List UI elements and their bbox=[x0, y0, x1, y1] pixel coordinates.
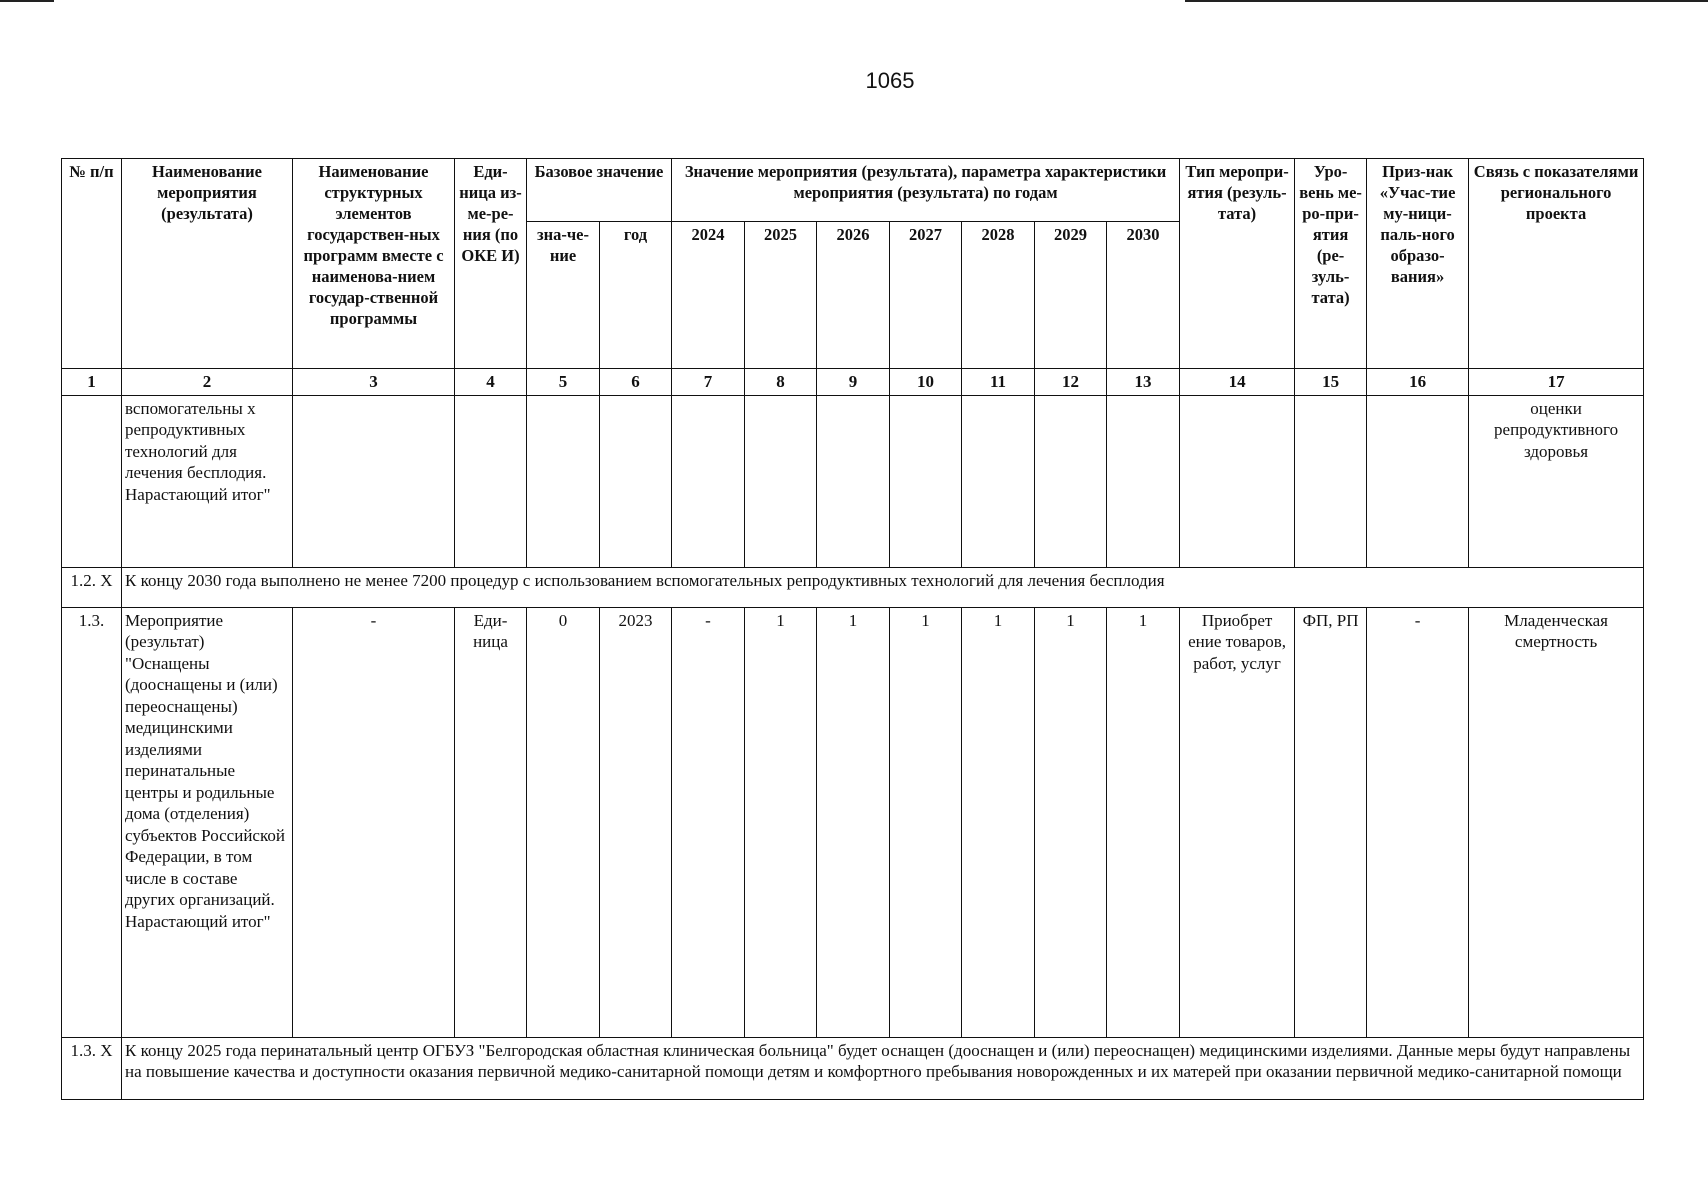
header-unit: Еди-ница из-ме-ре-ния (по ОКЕ И) bbox=[455, 159, 527, 369]
column-number: 11 bbox=[962, 369, 1035, 396]
column-number: 4 bbox=[455, 369, 527, 396]
header-year: 2030 bbox=[1107, 222, 1180, 369]
header-structural-elements: Наименование структурных элементов государствен-ных программ вместе с наименова-нием государ-ственной программы bbox=[293, 159, 455, 369]
year-value-cell: 1 bbox=[1107, 607, 1180, 1037]
table-row-1-3 bbox=[62, 607, 1644, 1037]
base-value-cell: 0 bbox=[527, 607, 600, 1037]
measure-level-cell: ФП, РП bbox=[1295, 607, 1367, 1037]
year-value-cell: 1 bbox=[1035, 607, 1107, 1037]
page-number: 1065 bbox=[865, 68, 915, 93]
column-number-row bbox=[62, 369, 1644, 396]
municipal-participation-cell: - bbox=[1367, 607, 1469, 1037]
year-value-cell: - bbox=[672, 607, 745, 1037]
column-number: 1 bbox=[62, 369, 122, 396]
unit-cell: Еди-ница bbox=[455, 607, 527, 1037]
measure-type-cell: Приобрет ение товаров, работ, услуг bbox=[1180, 607, 1295, 1037]
result-description-cell: К концу 2025 года перинатальный центр ОГБУЗ "Белгородская областная клиническая больница" будет оснащен (дооснащен и (или) переоснащен) медицинскими изделиями. Данные меры будут направлены на повышение качества и доступности оказания первичной медико-санитарной помощи детям и комфортного пребывания новорожденных и их матерей при оказании первичной медико-санитарной помощи bbox=[122, 1037, 1644, 1099]
indicator-link-cell: оценки репродуктивного здоровья bbox=[1469, 395, 1644, 567]
header-year: 2028 bbox=[962, 222, 1035, 369]
measures-table bbox=[61, 158, 1644, 1100]
header-base-value-value: зна-че-ние bbox=[527, 222, 600, 369]
header-level: Уро-вень ме-ро-при-ятия (ре-зуль-тата) bbox=[1295, 159, 1367, 369]
header-base-value-year: год bbox=[600, 222, 672, 369]
row-number-cell: 1.3. X bbox=[62, 1037, 122, 1099]
header-name: Наименование мероприятия (результата) bbox=[122, 159, 293, 369]
measure-name-cell: Мероприятие (результат) "Оснащены (дооснащены и (или) переоснащены) медицинскими изделиями перинатальные центры и родильные дома (отделения) субъектов Российской Федерации, в том числе в составе других организаций. Нарастающий итог" bbox=[122, 607, 293, 1037]
column-number: 10 bbox=[890, 369, 962, 396]
base-year-cell: 2023 bbox=[600, 607, 672, 1037]
column-number: 7 bbox=[672, 369, 745, 396]
result-description-cell: К концу 2030 года выполнено не менее 7200 процедур с использованием вспомогательных репродуктивных технологий для лечения бесплодия bbox=[122, 567, 1644, 607]
year-value-cell: 1 bbox=[962, 607, 1035, 1037]
header-year: 2029 bbox=[1035, 222, 1107, 369]
column-number: 15 bbox=[1295, 369, 1367, 396]
header-link-to-indicators: Связь с показателями регионального проекта bbox=[1469, 159, 1644, 369]
structural-element-cell: - bbox=[293, 607, 455, 1037]
header-row-1 bbox=[62, 159, 1644, 222]
column-number: 3 bbox=[293, 369, 455, 396]
row-number-cell: 1.2. X bbox=[62, 567, 122, 607]
column-number: 16 bbox=[1367, 369, 1469, 396]
year-value-cell: 1 bbox=[745, 607, 817, 1037]
header-values-by-year: Значение мероприятия (результата), параметра характеристики мероприятия (результата) по годам bbox=[672, 159, 1180, 222]
header-municipal-participation: Приз-нак «Учас-тие му-ници-паль-ного образо-вания» bbox=[1367, 159, 1469, 369]
header-year: 2024 bbox=[672, 222, 745, 369]
column-number: 12 bbox=[1035, 369, 1107, 396]
header-type: Тип меропри-ятия (резуль-тата) bbox=[1180, 159, 1295, 369]
column-number: 9 bbox=[817, 369, 890, 396]
header-year: 2027 bbox=[890, 222, 962, 369]
year-value-cell: 1 bbox=[890, 607, 962, 1037]
header-year: 2026 bbox=[817, 222, 890, 369]
table-row-1-2x bbox=[62, 567, 1644, 607]
column-number: 5 bbox=[527, 369, 600, 396]
header-base-value: Базовое значение bbox=[527, 159, 672, 222]
header-year: 2025 bbox=[745, 222, 817, 369]
row-number-cell: 1.3. bbox=[62, 607, 122, 1037]
column-number: 17 bbox=[1469, 369, 1644, 396]
column-number: 8 bbox=[745, 369, 817, 396]
column-number: 2 bbox=[122, 369, 293, 396]
top-rule-left bbox=[0, 0, 54, 2]
table-row-continued bbox=[62, 395, 1644, 567]
column-number: 14 bbox=[1180, 369, 1295, 396]
top-rule-right bbox=[1185, 0, 1708, 2]
column-number: 13 bbox=[1107, 369, 1180, 396]
year-value-cell: 1 bbox=[817, 607, 890, 1037]
table-row-1-3x bbox=[62, 1037, 1644, 1099]
measure-name-cell: вспомогательны х репродуктивных технологий для лечения бесплодия. Нарастающий итог" bbox=[122, 395, 293, 567]
column-number: 6 bbox=[600, 369, 672, 396]
header-number: № п/п bbox=[62, 159, 122, 369]
indicator-link-cell: Младенческая смертность bbox=[1469, 607, 1644, 1037]
